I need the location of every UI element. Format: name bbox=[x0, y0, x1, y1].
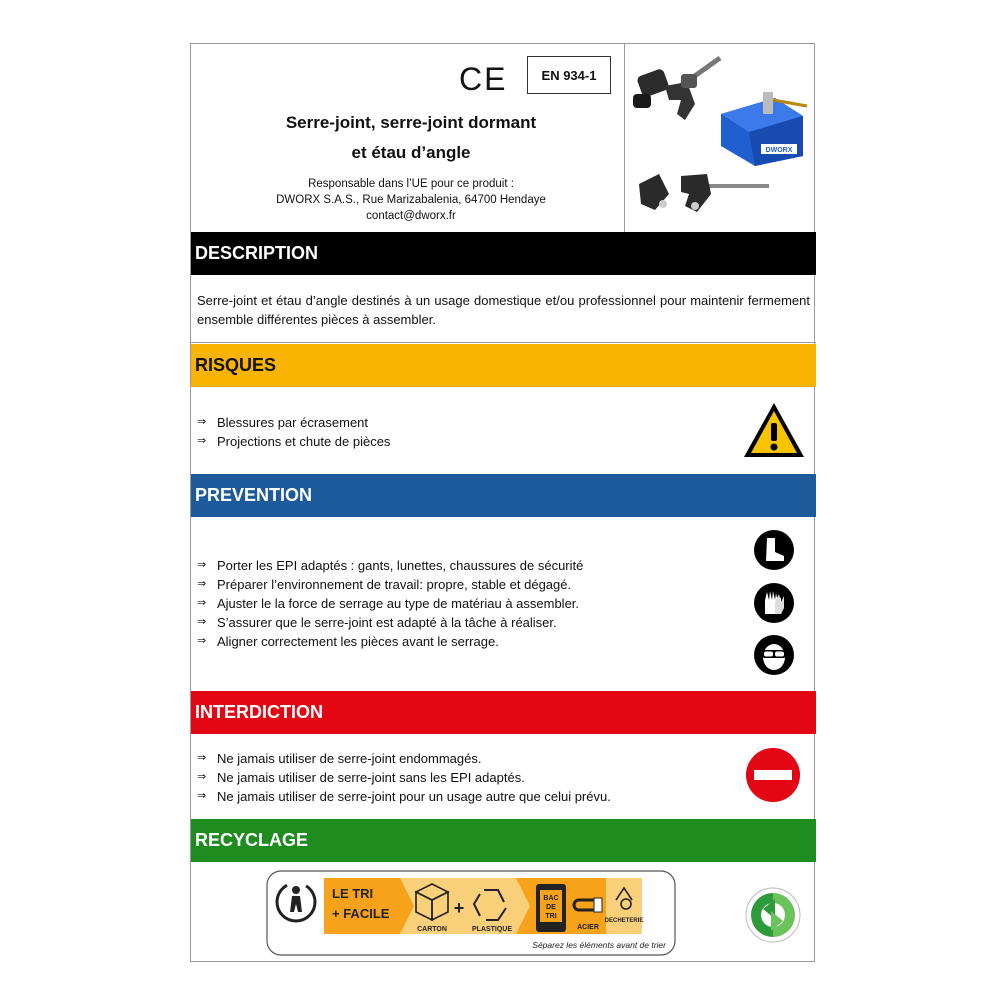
section-divider bbox=[191, 342, 816, 343]
list-item bbox=[197, 749, 611, 768]
responsible-party bbox=[251, 176, 571, 224]
section-recyclage-heading: RECYCLAGE bbox=[191, 819, 816, 862]
section-risques-heading: RISQUES bbox=[191, 344, 816, 387]
list-item bbox=[197, 787, 611, 806]
corner-vise-icon bbox=[721, 92, 807, 166]
prevention-text: Porter les EPI adaptés : gants, lunettes, chaussures de sécurité bbox=[217, 558, 584, 573]
warning-triangle-icon bbox=[742, 401, 806, 459]
bac-label-2: DE bbox=[546, 904, 556, 911]
product-title: Serre-joint, serre-joint dormant et étau d’angle bbox=[285, 113, 537, 162]
norm-badge: EN 934-1 bbox=[527, 56, 611, 94]
product-logo-text: DWORX bbox=[765, 147, 793, 154]
risque-text: Projections et chute de pièces bbox=[217, 434, 391, 449]
bar-clamp-icon bbox=[639, 174, 769, 212]
recycling-footer: Séparez les éléments avant de trier bbox=[532, 940, 666, 950]
bullet-arrow: ⇒ bbox=[197, 416, 207, 428]
triman-recycling-label bbox=[266, 870, 676, 956]
prevention-list bbox=[197, 556, 583, 651]
no-entry-icon bbox=[745, 747, 801, 803]
responsible-address: DWORX S.A.S., Rue Marizabalenia, 64700 Hendaye bbox=[276, 194, 546, 206]
bac-label-3: TRI bbox=[545, 913, 557, 920]
responsible-contact: contact@dworx.fr bbox=[366, 210, 456, 222]
section-interdiction-heading: INTERDICTION bbox=[191, 691, 816, 734]
responsible-line: Responsable dans l’UE pour ce produit : bbox=[308, 178, 514, 190]
bullet-arrow: ⇒ bbox=[197, 790, 207, 802]
prevention-text: Ajuster le la force de serrage au type de matériau à assembler. bbox=[217, 596, 580, 611]
bullet-arrow: ⇒ bbox=[197, 752, 207, 764]
acier-label: ACIER bbox=[577, 924, 599, 931]
tri-text-1: LE TRI bbox=[332, 886, 374, 901]
interdiction-text: Ne jamais utiliser de serre-joint pour un usage autre que celui prévu. bbox=[217, 789, 611, 804]
section-prevention-heading: PREVENTION bbox=[191, 474, 816, 517]
prevention-text: S’assurer que le serre-joint est adapté à la tâche à réaliser. bbox=[217, 615, 557, 630]
carton-label: CARTON bbox=[417, 926, 447, 933]
safety-goggles-icon bbox=[753, 634, 795, 676]
risques-list bbox=[197, 413, 390, 451]
list-item bbox=[197, 768, 611, 787]
list-item bbox=[197, 432, 390, 451]
plus-sign: + bbox=[453, 898, 465, 918]
bullet-arrow: ⇒ bbox=[197, 771, 207, 783]
clamp-products-image bbox=[625, 44, 816, 232]
header bbox=[191, 44, 816, 232]
section-description-heading: DESCRIPTION bbox=[191, 232, 816, 275]
plastique-label: PLASTIQUE bbox=[471, 926, 513, 933]
product-photos bbox=[625, 44, 816, 232]
interdiction-text: Ne jamais utiliser de serre-joint sans les EPI adaptés. bbox=[217, 770, 525, 785]
safety-boots-icon bbox=[753, 529, 795, 571]
bullet-arrow: ⇒ bbox=[197, 597, 207, 609]
list-item bbox=[197, 613, 583, 632]
safety-gloves-icon bbox=[753, 582, 795, 624]
safety-sheet bbox=[190, 43, 815, 962]
risque-text: Blessures par écrasement bbox=[217, 415, 369, 430]
list-item bbox=[197, 632, 583, 651]
bullet-arrow: ⇒ bbox=[197, 435, 207, 447]
bullet-arrow: ⇒ bbox=[197, 635, 207, 647]
decheterie-label: DECHETERIE bbox=[604, 918, 644, 924]
green-dot-icon bbox=[745, 887, 801, 943]
interdiction-list bbox=[197, 749, 611, 806]
bullet-arrow: ⇒ bbox=[197, 559, 207, 571]
list-item bbox=[197, 594, 583, 613]
bullet-arrow: ⇒ bbox=[197, 616, 207, 628]
interdiction-text: Ne jamais utiliser de serre-joint endommagés. bbox=[217, 751, 482, 766]
list-item bbox=[197, 556, 583, 575]
bullet-arrow: ⇒ bbox=[197, 578, 207, 590]
list-item bbox=[197, 413, 390, 432]
tri-text-2: + FACILE bbox=[332, 906, 390, 921]
list-item bbox=[197, 575, 583, 594]
ce-mark: CE bbox=[459, 61, 508, 97]
header-info bbox=[191, 44, 624, 232]
prevention-text: Aligner correctement les pièces avant le serrage. bbox=[217, 634, 499, 649]
quick-clamp-icon bbox=[633, 58, 720, 120]
description-text: Serre-joint et étau d’angle destinés à un usage domestique et/ou professionnel pour maintenir fermement ensemble différentes pièces à assembler. bbox=[197, 293, 810, 327]
prevention-text: Préparer l’environnement de travail: propre, stable et dégagé. bbox=[217, 577, 572, 592]
bac-label-1: BAC bbox=[543, 895, 559, 902]
